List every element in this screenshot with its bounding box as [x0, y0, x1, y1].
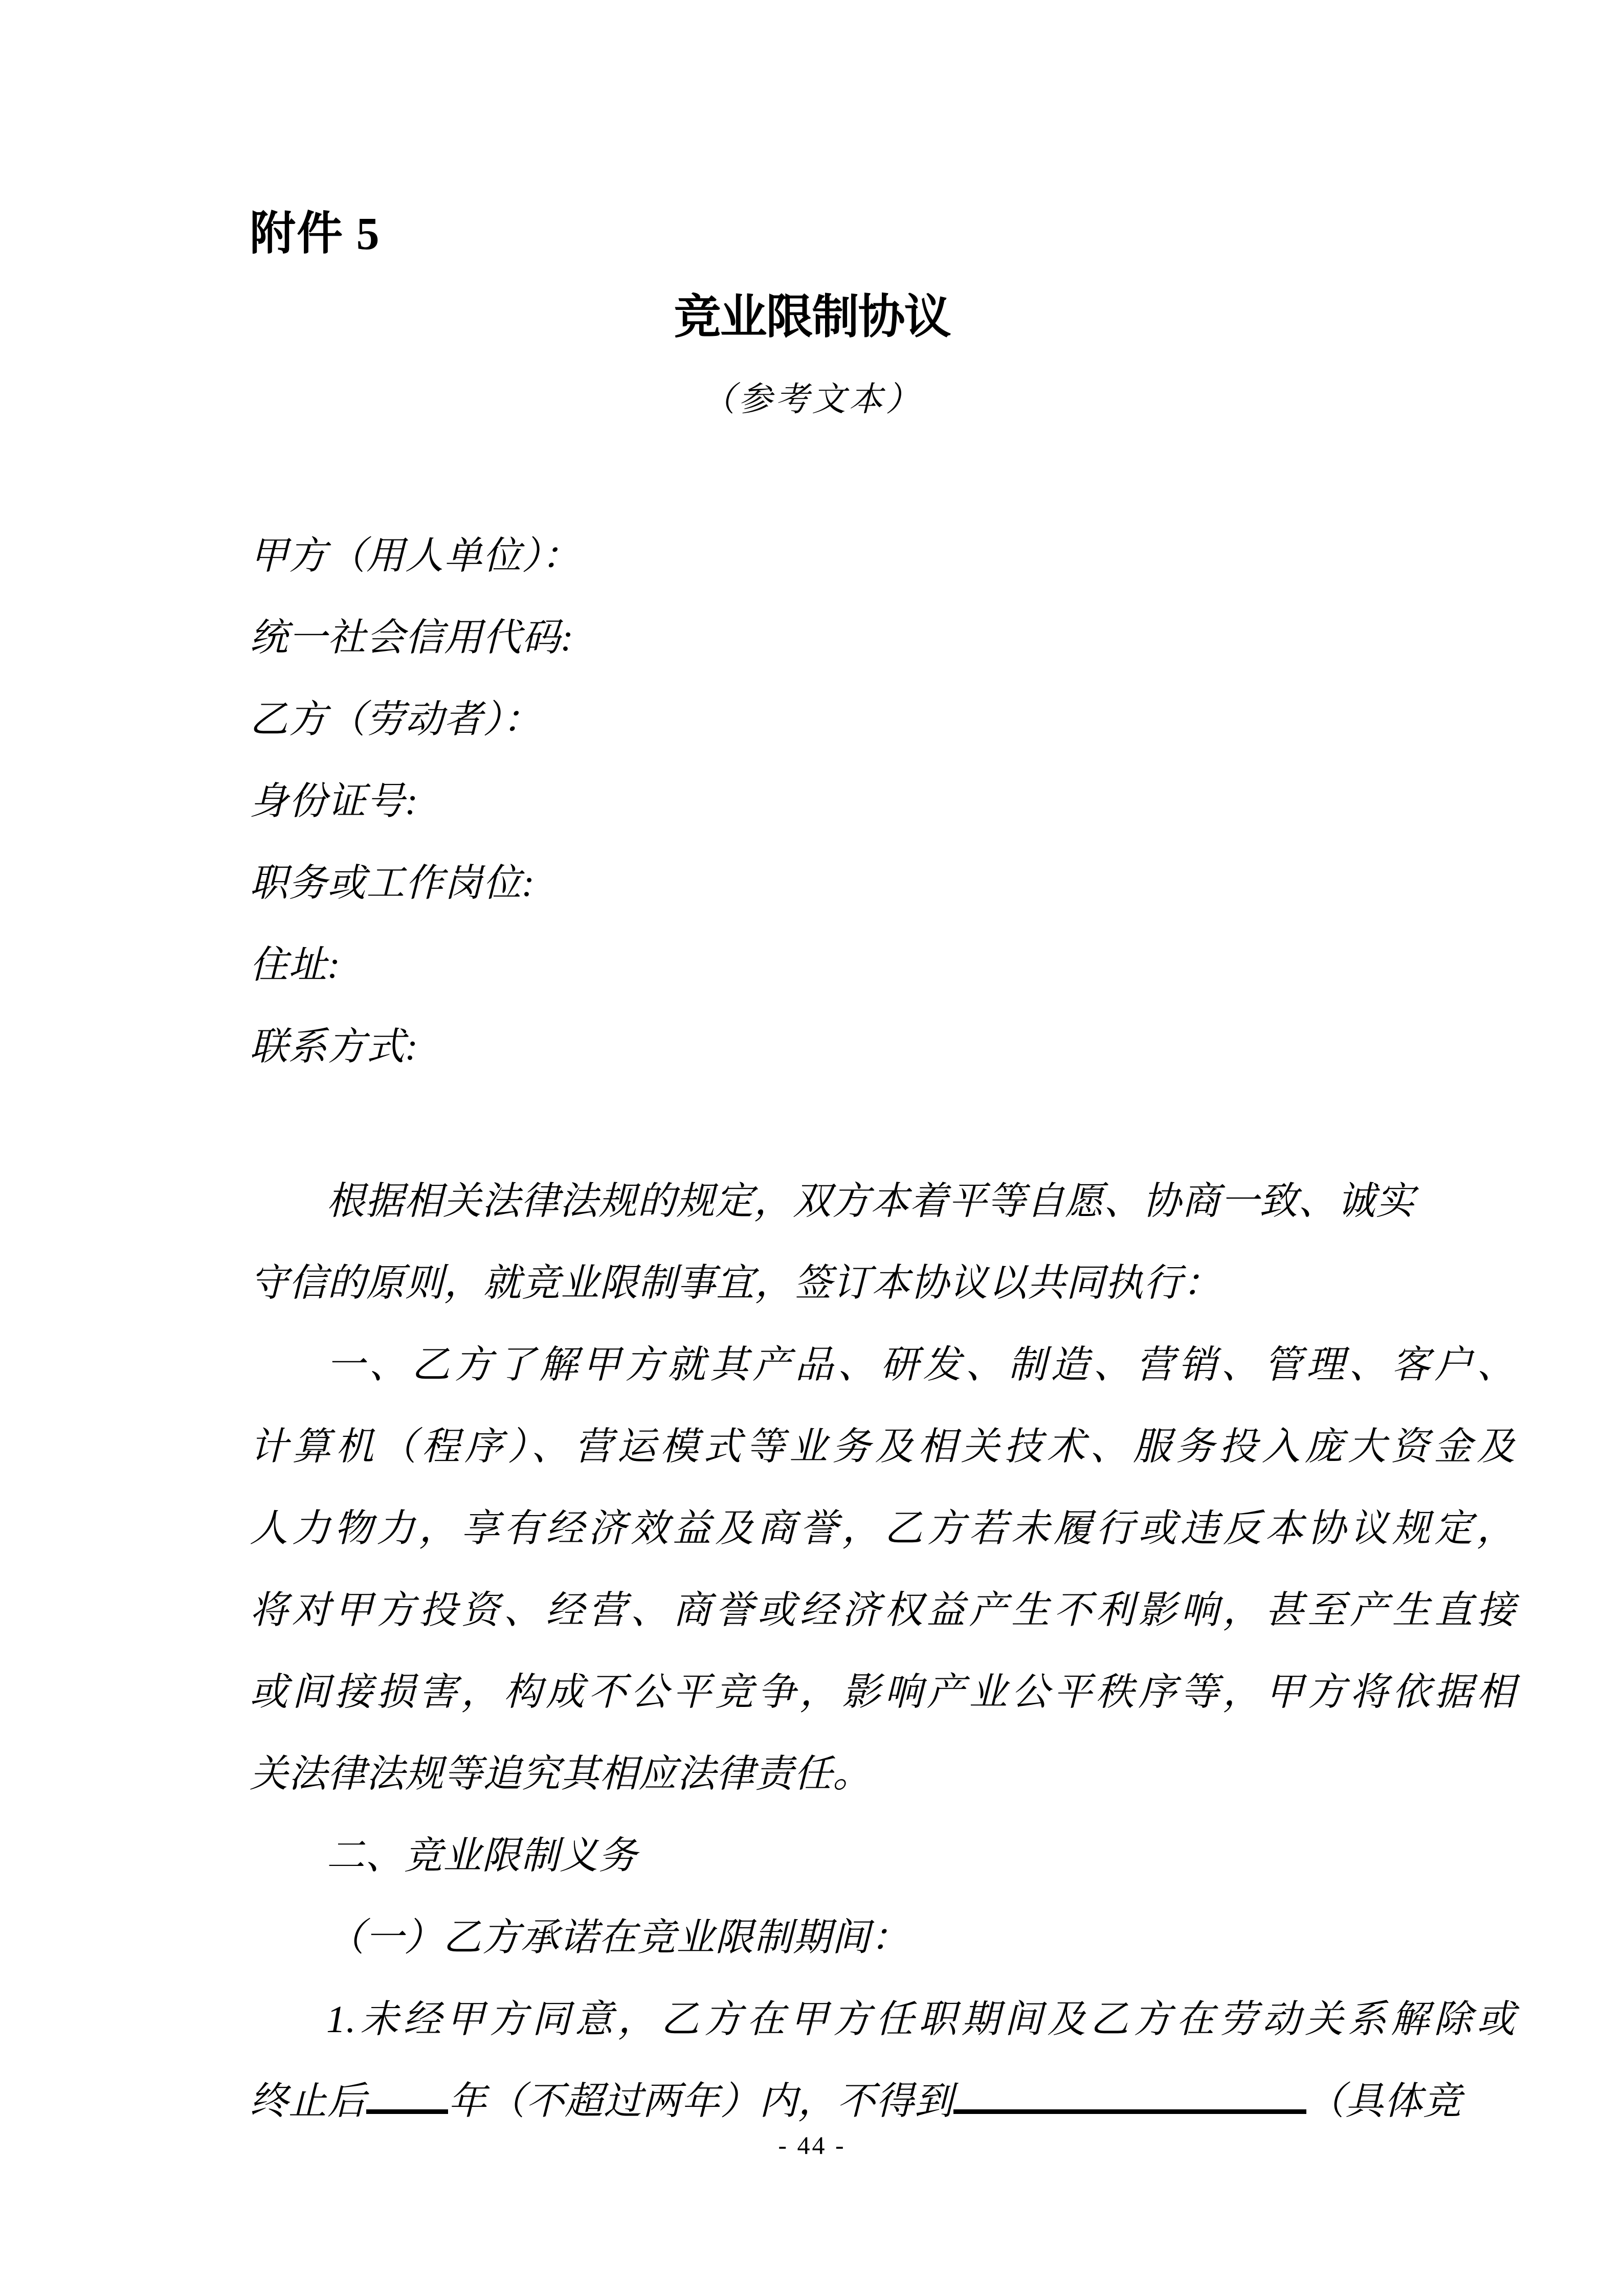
body-line: 根据相关法律法规的规定，双方本着平等自愿、协商一致、诚实	[326, 1180, 1415, 1223]
attachment-label: 附件 5	[250, 209, 381, 259]
body-line: 关法律法规等追究其相应法律责任。	[250, 1753, 872, 1795]
page-number: - 44 -	[778, 2131, 846, 2159]
body-line: 计算机（程序）、营运模式等业务及相关技术、服务投入庞大资金及	[250, 1426, 1516, 1468]
body-line: 或间接损害，构成不公平竞争，影响产业公平秩序等，甲方将依据相	[250, 1671, 1516, 1714]
form-field-address: 住址:	[250, 943, 341, 986]
form-field-credit-code: 统一社会信用代码:	[250, 616, 574, 659]
document-subtitle: （参考文本）	[701, 381, 923, 418]
body-text-section	[250, 1161, 1516, 2143]
form-field-party-b: 乙方（劳动者）：	[250, 698, 542, 741]
body-line: 人力物力，享有经济效益及商誉，乙方若未履行或违反本协议规定，	[250, 1507, 1516, 1550]
form-field-contact: 联系方式:	[250, 1025, 418, 1068]
form-field-id-number: 身份证号:	[250, 780, 418, 823]
body-line: 二、竞业限制义务	[326, 1835, 638, 1877]
fill-text-before-years: 终止后	[250, 2080, 367, 2123]
body-line: 将对甲方投资、经营、商誉或经济权益产生不利影响，甚至产生直接	[250, 1589, 1516, 1632]
party-info-section	[250, 511, 1516, 1084]
fill-text-middle: 年（不超过两年）内，不得到	[448, 2080, 954, 2123]
body-line: 1.未经甲方同意，乙方在甲方任职期间及乙方在劳动关系解除或	[326, 1998, 1516, 2041]
body-line: （一）乙方承诺在竞业限制期间：	[326, 1917, 910, 1959]
form-field-party-a: 甲方（用人单位）：	[250, 534, 581, 577]
form-field-position: 职务或工作岗位:	[250, 862, 535, 905]
fill-text-after: （具体竞	[1306, 2080, 1462, 2123]
body-line: 守信的原则，就竞业限制事宜，签订本协议以共同执行：	[250, 1262, 1222, 1304]
document-title: 竞业限制协议	[674, 291, 950, 343]
blank-line-years	[366, 2078, 448, 2114]
blank-line-company	[953, 2078, 1306, 2114]
body-line: 一、乙方了解甲方就其产品、研发、制造、营销、管理、客户、	[326, 1344, 1516, 1386]
